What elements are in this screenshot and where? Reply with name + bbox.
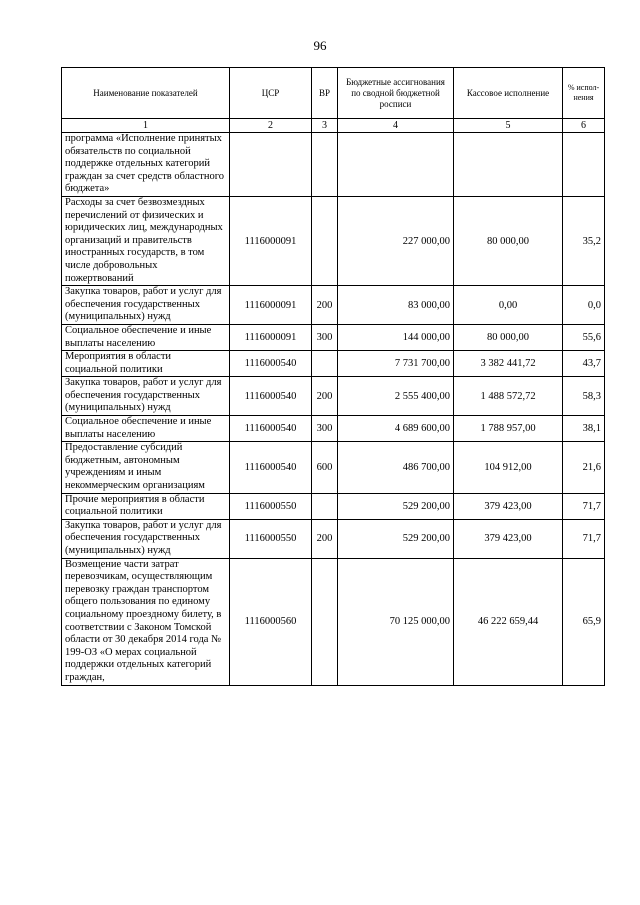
page-number: 96 [313,38,327,53]
row-vr [312,558,338,685]
row-name: Социальное обеспечение и иные выплаты населению [62,416,230,442]
table-row [62,196,605,285]
row-budget: 70 125 000,00 [338,558,454,685]
row-cash: 104 912,00 [454,442,563,493]
row-csr: 1116000550 [230,519,312,558]
row-name: Социальное обеспечение и иные выплаты населению [62,324,230,350]
col-number: 2 [230,119,312,133]
header-row [62,68,605,119]
table-row [62,377,605,416]
row-name: Прочие мероприятия в области социальной политики [62,493,230,519]
row-csr: 1116000560 [230,558,312,685]
row-csr: 1116000540 [230,351,312,377]
row-budget: 227 000,00 [338,196,454,285]
row-cash: 1 488 572,72 [454,377,563,416]
row-name: Закупка товаров, работ и услуг для обеспечения государственных (муниципальных) нужд [62,286,230,325]
table-row [62,351,605,377]
row-percent: 0,0 [563,286,605,325]
col-number: 3 [312,119,338,133]
row-percent: 71,7 [563,493,605,519]
row-percent [563,133,605,197]
row-cash: 0,00 [454,286,563,325]
row-budget: 7 731 700,00 [338,351,454,377]
row-vr [312,196,338,285]
row-name: Мероприятия в области социальной политики [62,351,230,377]
row-cash: 80 000,00 [454,196,563,285]
row-csr: 1116000091 [230,196,312,285]
table-row [62,416,605,442]
header-percent: % испол-нения [563,68,605,119]
row-budget: 529 200,00 [338,493,454,519]
row-name: Закупка товаров, работ и услуг для обеспечения государственных (муниципальных) нужд [62,519,230,558]
header-csr: ЦСР [230,68,312,119]
row-csr: 1116000540 [230,442,312,493]
table-row [62,442,605,493]
budget-table [61,67,605,686]
col-number: 1 [62,119,230,133]
row-name: программа «Исполнение принятых обязательств по социальной поддержке отдельных категорий граждан за счет средств областного бюджета» [62,133,230,197]
row-vr [312,493,338,519]
row-csr: 1116000540 [230,377,312,416]
row-vr: 200 [312,286,338,325]
header-vr: ВР [312,68,338,119]
row-csr: 1116000091 [230,286,312,325]
row-percent: 38,1 [563,416,605,442]
table-row [62,133,605,197]
row-vr [312,133,338,197]
row-vr: 200 [312,377,338,416]
row-cash: 379 423,00 [454,493,563,519]
row-percent: 21,6 [563,442,605,493]
row-cash: 1 788 957,00 [454,416,563,442]
row-cash [454,133,563,197]
row-budget: 529 200,00 [338,519,454,558]
row-cash: 46 222 659,44 [454,558,563,685]
row-vr: 200 [312,519,338,558]
row-percent: 71,7 [563,519,605,558]
table-row [62,493,605,519]
table-row [62,324,605,350]
row-budget: 144 000,00 [338,324,454,350]
row-vr: 300 [312,324,338,350]
row-cash: 3 382 441,72 [454,351,563,377]
col-number: 4 [338,119,454,133]
row-csr: 1116000540 [230,416,312,442]
row-csr: 1116000550 [230,493,312,519]
row-vr: 600 [312,442,338,493]
column-number-row [62,119,605,133]
table-row [62,558,605,685]
row-cash: 379 423,00 [454,519,563,558]
row-percent: 65,9 [563,558,605,685]
row-budget: 4 689 600,00 [338,416,454,442]
row-percent: 55,6 [563,324,605,350]
row-vr [312,351,338,377]
table-row [62,286,605,325]
row-name: Закупка товаров, работ и услуг для обеспечения государственных (муниципальных) нужд [62,377,230,416]
row-cash: 80 000,00 [454,324,563,350]
col-number: 6 [563,119,605,133]
table-row [62,519,605,558]
row-percent: 35,2 [563,196,605,285]
row-name: Возмещение части затрат перевозчикам, осуществляющим перевозку граждан транспортом общего пользования по единому социальному проездному билету, в соответствии с Законом Томской области от 30 декабря 2014 года № 199-ОЗ «О мерах социальной поддержки отдельных категорий граждан, [62,558,230,685]
header-name: Наименование показателей [62,68,230,119]
row-budget: 83 000,00 [338,286,454,325]
row-budget: 486 700,00 [338,442,454,493]
row-name: Расходы за счет безвозмездных перечислений от физических и юридических лиц, международных организаций и правительств иностранных государств, в том числе добровольных пожертвований [62,196,230,285]
row-vr: 300 [312,416,338,442]
row-percent: 58,3 [563,377,605,416]
row-percent: 43,7 [563,351,605,377]
row-csr: 1116000091 [230,324,312,350]
col-number: 5 [454,119,563,133]
header-budget: Бюджетные ассигнования по сводной бюджетной росписи [338,68,454,119]
row-name: Предоставление субсидий бюджетным, автономным учреждениям и иным некоммерческим организациям [62,442,230,493]
header-cash: Кассовое исполнение [454,68,563,119]
row-budget [338,133,454,197]
row-csr [230,133,312,197]
row-budget: 2 555 400,00 [338,377,454,416]
